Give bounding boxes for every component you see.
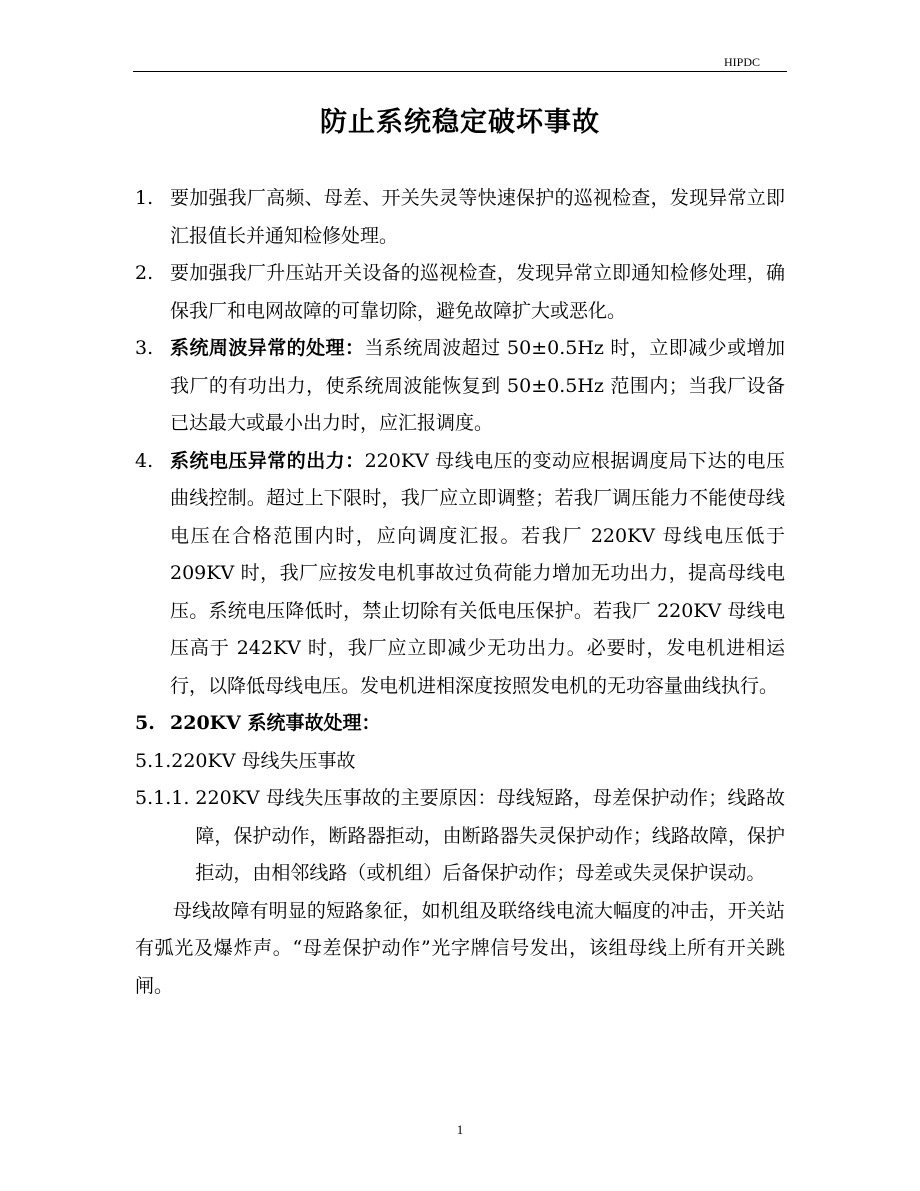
list-text: 要加强我厂高频、母差、开关失灵等快速保护的巡视检查，发现异常立即汇报值长并通知检修处理。 [170,187,785,247]
list-text-wrapper [170,443,785,706]
document-body [135,180,785,1005]
subsection-5-1: 5.1.220KV 母线失压事故 [135,749,356,772]
list-text: 当系统周波超过 50±0.5Hz 时，立即减少或增加我厂的有功出力，使系统周波能恢复到 50±0.5Hz 范围内；当我厂设备已达最大或最小出力时，应汇报调度。 [170,337,785,434]
list-bold-lead: 系统电压异常的出力： [170,449,365,472]
list-text: 220KV 母线电压的变动应根据调度局下达的电压曲线控制。超过上下限时，我厂应立即调整；若我厂调压能力不能使母线电压在合格范围内时，应向调度汇报。若我厂 220KV 母线电压低于 209KV 时，我厂应按发电机事故过负荷能力增加无功出力，提高母线电压。系统电压降低时，禁止切除有关低电压保护。若我厂 220KV 母线电压高于 242KV 时，我厂应立即减少无功出力。必要时，发电机进相运行，以降低母线电压。发电机进相深度按照发电机的无功容量曲线执行。 [170,449,785,697]
list-item-2 [135,255,785,330]
list-number: 4. [135,449,154,472]
page-title: 防止系统稳定破坏事故 [320,107,600,138]
subsection-number: 5.1.1. [135,787,190,809]
subsection-text: 220KV 母线失压事故的主要原因：母线短路，母差保护动作；线路故障，保护动作，断路器拒动，由断路器失灵保护动作；线路故障，保护拒动，由相邻线路（或机组）后备保护动作；母差或失灵保护误动。 [195,787,785,884]
list-text-wrapper [170,330,785,443]
page-number: 1 [456,1122,464,1137]
list-bold-lead: 系统周波异常的处理： [170,337,365,359]
list-item-3 [135,330,785,443]
section-title: 220KV 系统事故处理： [170,712,381,734]
section-5-heading [135,705,785,743]
list-number: 1. [135,187,154,209]
subsection-5-1-1 [135,780,785,893]
list-number: 2. [135,262,154,284]
header-divider [133,71,787,72]
list-item-4 [135,443,785,706]
section-number: 5. [135,712,155,734]
list-text: 要加强我厂升压站开关设备的巡视检查，发现异常立即通知检修处理，确保我厂和电网故障的可靠切除，避免故障扩大或恶化。 [170,262,785,322]
list-item-1 [135,180,785,255]
body-paragraph: 母线故障有明显的短路象征，如机组及联络线电流大幅度的冲击，开关站有弧光及爆炸声。“母差保护动作”光字牌信号发出，该组母线上所有开关跳闸。 [135,899,785,997]
header-label: HIPDC [723,55,760,69]
list-number: 3. [135,337,154,359]
